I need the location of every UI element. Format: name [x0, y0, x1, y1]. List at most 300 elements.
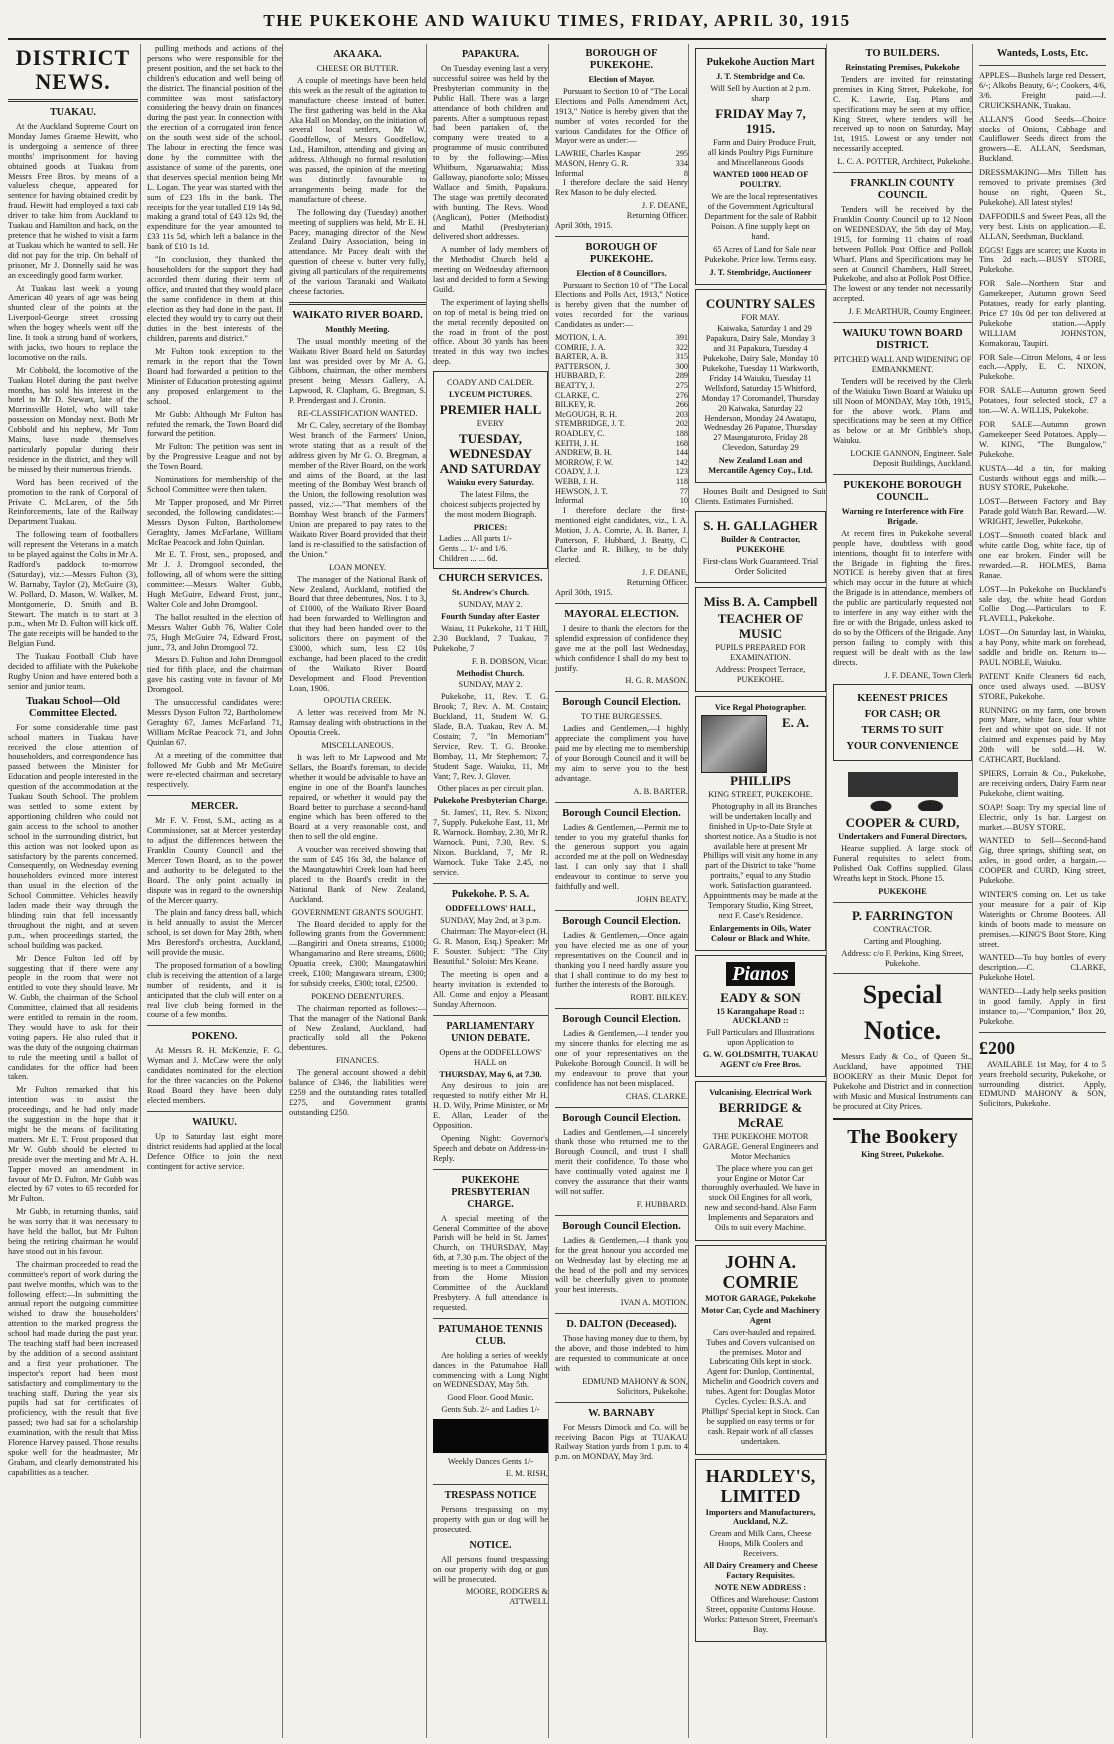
divider — [289, 302, 426, 305]
ad-line: Enlargements in Oils, Water Colour or Black and White. — [709, 923, 812, 943]
ad-line: COADY AND CALDER. — [447, 378, 534, 388]
county-council-heading: FRANKLIN COUNTY COUNCIL — [850, 178, 955, 202]
service-date: SUNDAY, MAY 2. — [458, 680, 523, 690]
notice-body: I desire to thank the electors for the splendid expression of confidence they gave me at the poll last Wednesday, which confidence I shall do my best to justify. — [555, 623, 688, 673]
ad-body: Cars over-hauled and repaired. Tubes and Covers vulcanised on the premises. Motor and Lubricating Oils kept in stock. Agent for: Dunlop, Continental, Michelin and Goodrich covers and tubes. Agent for: Douglas Motor Cycles. Cycles: B.S.A. and Phillips' Special kept in Stock. Can be supplied on easy terms or for cash. Repair work of all classes undertaken. — [701, 1327, 820, 1446]
table-row — [555, 391, 688, 401]
ad-body: Kaiwaka, Saturday 1 and 29 Papakura, Dairy Sale, Monday 3 and 31 Papakura, Tuesday 4 Pukekohe, Dairy Sale, Monday 10 Pukekohe, Tuesday 11 Warkworth, Friday 14 Waiuku, Tuesday 11 Wellsford, Saturday 15 Whitford, Monday 17 Coromandel, Thursday 20 Kaiwaka, Saturday 22 Henderson, Monday 24 Awatapu, Wednesday 26 Papatoe, Thursday 27 Maungaturoto, Friday 28 Clevedon, Saturday 29 — [701, 324, 820, 453]
article-paragraph: Mr Fulton: The petition was sent in by the Progressive League and not by the Town Board. — [147, 442, 282, 472]
country-sales-ad — [695, 289, 826, 484]
ad-line: Undertakers and Funeral Directors, — [838, 832, 967, 842]
council-thanks-heading: Borough Council Election. — [562, 697, 681, 709]
pianos-logo: Pianos — [726, 962, 795, 986]
vote-count: 322 — [675, 342, 688, 352]
table-row — [555, 400, 688, 410]
table-row — [555, 371, 688, 381]
signature: H. G. R. MASON. — [625, 676, 688, 686]
table-row — [555, 159, 688, 169]
table-row — [555, 429, 688, 439]
ad-line: THURSDAY, May 6, at 7.30. — [439, 1069, 542, 1079]
ad-title: TUESDAY, WEDNESDAY AND SATURDAY — [439, 430, 542, 476]
classified-item: FOR SALE—Autumn grown Gamekeeper Seed Potatoes. Apply—W. KING, "The Bungalow," Pukekohe. — [979, 420, 1106, 459]
article-paragraph: The unsuccessful candidates were: Messrs Dyson Fulton 72, Bartholomew Geraghty 67, James McFarland 71, William McRae Peacock 71, and John Quinlan 67. — [147, 698, 282, 747]
signature: IVAN A. MOTION. — [620, 1298, 688, 1308]
candidate-name: LAWRIE, Charles Kaspar — [555, 149, 641, 159]
masthead — [8, 4, 1106, 40]
article-paragraph: The chairman proceeded to read the committee's report of work during the past twelve months, which was to the following effect:—In submitting the annual report the outgoing committee wished to draw the householders' attention to the marked progress the school had made during the past year. The teaching staff had been increased by the addition of a second assistant and a first year probationer. The inspector's report had been most satisfactory and complimentary to the teaching staff. During the year six pupils had sat for certificates of proficiency, with the result that five passed; two had sat for a scholarship examination, with the result that Miss Florence Harvey passed. Those results spoke well for the headmaster, Mr Graham, and clearly demonstrated his capabilities as a teacher. — [8, 1259, 138, 1477]
notice-date: April 30th, 1915. — [555, 220, 613, 230]
classified-item: SPIERS, Lorrain & Co., Pukekohe, are receiving orders, Dairy Farm near Pukekohe, client waiting. — [979, 769, 1106, 798]
signature: A. B. BARTER. — [633, 786, 688, 796]
district-news-heading: DISTRICT NEWS. — [15, 45, 131, 94]
classified-item: WANTED—Lady help seeks position in good family. Apply in first instance to,—"Companion," Box 20, Pukekohe. — [979, 987, 1106, 1026]
classified-item: DRESSMAKING—Mrs Tillett has removed to private premises (3rd house on right, Queen St., Pukekohe). All latest styles! — [979, 168, 1106, 207]
ad-line: Motor Car, Cycle and Machinery Agent — [701, 1305, 820, 1325]
divider — [555, 1215, 688, 1216]
divider — [555, 236, 688, 237]
divider — [8, 99, 138, 102]
article-paragraph: The ballot resulted in the election of Messrs Walter Gubb 76, Walter Cole 75, Hugh McGuire 74, Edward Frost, junr., 73, and John Dromgool 72. — [147, 612, 282, 652]
article-paragraph: A number of lady members of the Methodist Church held a meeting on Wednesday afternoon last and decided to form a Sewing Guild. — [433, 245, 548, 294]
ad-line: PUPILS PREPARED FOR EXAMINATION. — [715, 643, 806, 663]
ad-line: Cream and Milk Cans, Cheese Hoops, Milk Coolers and Receivers. — [709, 1529, 812, 1559]
ad-line: ODDFELLOWS' HALL, — [445, 903, 536, 913]
church-heading: CHURCH SERVICES. — [438, 573, 543, 585]
vote-count: 10 — [679, 496, 688, 506]
article-paragraph: pulling methods and actions of the persons who were responsible for the present position, and the set back to the children's education and well being of the district. The financial position of the committee was most satisfactory considering the heavy drain on finances during the past year. In connection with the erection of a corrugated iron fence on the south west side of the school. The labour in erecting the fence was done by the committee with the assistance of some of the parents, one that deserves special mention being Mr L. Logan. The year was started with the sum of £23 18s in the bank. The receipts for the year totalled £19 14s 9d, making a grand total of £43 12s 9d, the expenditure for the year amounted to £33 11s 5d, which left a balance in the bank of £10 1s 1d. — [147, 44, 282, 252]
vote-count: 77 — [679, 486, 688, 496]
mayoral-election-heading: MAYORAL ELECTION. — [564, 608, 679, 620]
vote-count: 266 — [675, 400, 688, 410]
candidate-name: COMRIE, J. A. — [555, 342, 606, 352]
ad-body: Hearse supplied. A large stock of Funeral requisites to select from. Polished Oak Coffins supplied. Glass Wreaths kept in Stock. Phone 15. — [833, 844, 972, 884]
ad-line: Importers and Manufacturers, Auckland, N.Z. — [705, 1507, 816, 1527]
table-row — [555, 381, 688, 391]
article-paragraph: For some considerable time past school matters in Tuakau have received the close attention of householders, and correspondence has passed between the Minister for Education and people interested in the question of the accommodation at the Tuakau South School. The problem was settled to some extent by apportioning children who could not gain access to the school to another school in the surrounding district, but this action was not looked upon as satisfactory by the parents concerned. Consequently, on Wednesday evening householders evinced more interest than usual in the election of the School Committee. Vehicles heavily laden made their way through the blinding rain that fell incessantly throughout the night, and at seven p.m., when proceedings started, the school building was packed. — [8, 722, 138, 950]
article-paragraph: At Tuakau last week a young American 40 years of age was being shunted clear of the points at the Liverpool-George street crossing when the bogey wheels went off the line. It took a strong band of workers, with jacks, two hours to replace the locomotive on the rails. — [8, 283, 138, 362]
service-times: St. James', 11, Rev. S. Nixon; 7, Supply. Pukekohe East, 11, Mr R. Warnock. Bombay, 2.30, Mr R. Warnock. Puni, 7.30, Rev. S. Nixon. Buckland, 7, Mr R. Warnock. Tuke Take 2.45, no service. — [433, 808, 548, 877]
ad-line: YOUR CONVENIENCE — [846, 741, 959, 753]
ad-title: TEACHER OF MUSIC — [717, 611, 804, 642]
column-3 — [282, 44, 426, 1738]
town-board-subheading: PITCHED WALL AND WIDENING OF EMBANKMENT. — [833, 355, 972, 374]
signature: J. F. DEANE, Town Clerk — [884, 670, 972, 680]
ad-line: Opens at the ODDFELLOWS' HALL on — [439, 1047, 542, 1067]
notice-body: Ladies & Gentlemen,—Permit me to tender to you my grateful thanks for the generous support you again accorded me at the poll on Wednesday last. I can only say that I shall endeavour to continue to serve you faithfully and well. — [555, 822, 688, 892]
special-heading: Special — [862, 980, 943, 1010]
ad-body: Chairman: The Mayor-elect (H. G. R. Mason, Esq.) Speaker: Mr F. Souster. Subject: "The City Beautiful." Soloist: Mrs Keane. — [433, 927, 548, 967]
column-4 — [426, 44, 548, 1738]
divider — [979, 65, 1106, 66]
ad-line: PRICES: — [473, 522, 508, 532]
ad-line: Gents Sub. 2/- and Ladies 1/- — [441, 1405, 540, 1415]
table-row — [555, 487, 688, 497]
presby-charge-heading: PUKEKOHE PRESBYTERIAN CHARGE. — [451, 1174, 530, 1210]
ad-line: THE PUKEKOHE MOTOR GARAGE. General Engineers and Motor Mechanics — [702, 1131, 819, 1161]
divider — [833, 322, 972, 323]
signature-title: Returning Officer. — [626, 210, 688, 220]
aka-aka-heading: AKA AKA. — [333, 49, 382, 60]
ad-title: E. A. PHILLIPS — [730, 714, 810, 788]
divider — [833, 973, 972, 974]
keenest-prices-ad — [833, 684, 972, 761]
service-times: Waiau, 11 Pukekohe, 11 T Hill, 2.30 Buckland, 7 Tuakau, 7 Pukekohe, 7 — [433, 623, 548, 653]
vote-count: 118 — [676, 477, 688, 486]
vote-count: 300 — [675, 361, 688, 371]
river-board-heading: WAIKATO RIVER BOARD. — [292, 309, 423, 321]
ad-line: KEENEST PRICES — [857, 693, 948, 705]
article-paragraph: Up to Saturday last eight more district residents had applied at the local Defence Office to join the next contingent for active service. — [147, 1131, 282, 1171]
ad-line: J. T. Stembridge, Auctioneer — [709, 267, 812, 277]
ad-title: Miss B. A. Campbell — [703, 594, 818, 610]
vote-count: 295 — [675, 149, 688, 159]
ad-line: NOTE NEW ADDRESS : — [714, 1582, 807, 1592]
ad-line: G. W. GOLDSMITH, TUAKAU AGENT c/o Free Bros. — [702, 1050, 819, 1070]
table-row — [555, 419, 688, 429]
vote-count: 168 — [675, 438, 688, 448]
article-paragraph: On Tuesday evening last a very successful soiree was held by the Presbyterian community in the Public Hall. There was a large attendance of both children and parents. After a sumptuous repast had been partaken of, the company were treated to a programme of music contributed to by the following:—Miss Whitburn, Ngaruawahia; Miss Galloway, pianoforte solo; Misses Wallace and Smith, Papakura. The stage was prettily decorated with bunting. The Revs. Wood (Anglican), Potter (Methodist) and Mathil (Presbyterian) delivered short addresses. — [433, 64, 548, 242]
classified-item: FOR SALE—Autumn grown Seed Potatoes, four selected stock, £7 a ton.—W. A. WILLIS, Pukekohe. — [979, 386, 1106, 416]
vote-count: 144 — [675, 448, 688, 458]
table-row — [555, 458, 688, 468]
classified-item: DAFFODILS and Sweet Peas, all the very best. Lists on application.—E. ALLAN, Seedsman, Buckland. — [979, 211, 1106, 241]
article-paragraph: Mr Gubb, in returning thanks, said he was sorry that it was necessary to have held the ballot, but Mr Fulton being the retiring chairman he would have stood out in his favour. — [8, 1207, 138, 1256]
article-paragraph: The manager of the National Bank of New Zealand, Auckland, notified the Board that three debentures, Nos. 1 to 3, of £1000, of the Waikato River Board had been forwarded to Wellington and that they had been handed over to the solicitors there on payment of the £3000, which sum, less £2 10s exchange, had been placed to the credit of the Waikato River Board Development and Flood Prevention Loan, 1906. — [289, 574, 426, 693]
vote-count: 315 — [675, 352, 688, 362]
dalton-heading: D. DALTON (Deceased). — [566, 1319, 677, 1331]
notice-body: At recent fires in Pukekohe several people have, doubtless with good intentions, thought fit to interfere with the Brigade in fighting the fires. NOTICE is hereby given that at fires which may occur in the future at which the Brigade is in attendance, members of the public are particularly requested not to interfere in any way either with the fire or with the Brigade, unless asked to do so by the Officers of the Brigade. Any person failing to comply with this request will be dealt with as the law directs. — [833, 528, 972, 667]
table-row — [555, 343, 688, 353]
divider — [833, 902, 972, 903]
notice-body: Ladies & Gentlemen,—I tender you my sincere thanks for electing me as one of your representatives on the Pukekohe Borough Council. It will be my endeavour to prove that your confidence has not been misplaced. — [555, 1029, 688, 1088]
notice-salutation: TO THE BURGESSES. — [581, 712, 662, 722]
candidate-name: HUBBARD, F. — [555, 371, 606, 381]
hearse-illustration — [848, 765, 958, 811]
ad-line: FOR MAY. — [741, 312, 780, 322]
divider — [433, 883, 548, 884]
church-name: Pukekohe Presbyterian Charge. — [433, 796, 548, 806]
signature: MOORE, RODGERS & ATTWELL — [465, 1587, 548, 1607]
ad-line: MOTOR GARAGE, Pukekohe — [705, 1293, 816, 1303]
comrie-garage-ad — [695, 1245, 826, 1455]
bookery-title: The Bookery — [833, 1118, 972, 1148]
hardleys-ad — [695, 1459, 826, 1643]
classified-item: SOAP! Soap: Try my special line of Electric, only 1s bar. Largest on market.—BUSY STORE. — [979, 802, 1106, 832]
divider — [147, 1025, 282, 1026]
ad-line: All Dairy Creamery and Cheese Factory Requisites. — [703, 1561, 818, 1580]
vote-count: 8 — [683, 168, 688, 178]
divider — [979, 1032, 1106, 1033]
council-results-table — [555, 333, 688, 506]
builders-heading: TO BUILDERS. — [865, 48, 940, 59]
ad-body: Houses Built and Designed to Suit Clients. Estimates Furnished. — [695, 487, 826, 506]
ad-line: Vulcanising. Electrical Work — [709, 1088, 812, 1097]
council-thanks-heading: Borough Council Election. — [562, 915, 681, 927]
candidate-name: BARTER, A. B. — [555, 352, 608, 362]
notice-body: I therefore declare the first-mentioned eight candidates, viz., I. A. Motion, J. A. Comrie, A. B. Barter, J. Patterson, F. Hubbard, J. Beatty, C. Clarke and R. Bilkey, to be duly elected. — [555, 505, 688, 565]
notice-body: Pursuant to Section 10 of "The Local Elections and Polls Amendment Act, 1913," Notice is hereby given that the number of votes recorded for the various Candidates for the Office of Mayor were as under:— — [555, 86, 688, 146]
ad-body: The latest Films, the choicest subjects projected by the most modern Biograph. — [440, 489, 541, 519]
article-paragraph: Mr Tapper proposed, and Mr Pirret seconded, the following candidates:—Messrs Dyson Fulton, Bartholomew Geraghty, James McFarlane, William McRae Peacock and John Quinlan. — [147, 497, 282, 547]
price-line: Ladies ... All parts 1/- — [439, 534, 512, 544]
service-line: Other places as per circuit plan. — [437, 784, 544, 794]
divider — [555, 1008, 688, 1009]
candidate-name: BEATTY, J. — [555, 381, 595, 391]
classified-item: LOST—On Saturday last, in Waiuku, a bay Pony, white mark on forehead, saddle and bridle on. Return to—PAUL NOBLE, Waiuku. — [979, 628, 1106, 667]
section-heading: POKENO DEBENTURES. — [311, 991, 404, 1001]
article-paragraph: Mr Cobbold, the locomotive of the Tuakau Hotel during the past twelve months, has sold his interest in the hotel to Mr D. Stewart, late of the Morrinsville Hotel, who will take possession on Monday next. Both Mr Cobbold and his nephew, Mr Tom Mains, have made themselves particularly popular during their residence in the district, and they will be missed by their numerous friends. — [8, 365, 138, 474]
signature: F. HUBBARD. — [636, 1199, 688, 1209]
table-row — [555, 477, 688, 487]
table-row — [555, 448, 688, 458]
divider — [555, 603, 688, 604]
article-paragraph: Mr F. V. Frost, S.M., acting as a Commissioner, sat at Mercer yesterday to adjust the differences between the Franklin County Council and the Mercer Town Board, as to the power and authority to be delegated to the Board. The only point actually in dispute was in regard to the ownership of the Mercer quarry. — [147, 816, 282, 905]
article-paragraph: The Tuakau Football Club have decided to affiliate with the Pukekohe Rugby Union and have entered both a senior and junior team. — [8, 652, 138, 691]
classified-item: EGGS! Eggs are scarce; use Kuota in Tins 2d each.—BUSY STORE, Pukekohe. — [979, 245, 1106, 275]
notice-body: Ladies & Gentlemen,—I thank you for the great honour you accorded me on Wednesday last by electing me at the head of the poll and my services will be cheerfully given to promote your best interests. — [555, 1235, 688, 1295]
ad-title: PREMIER HALL — [439, 402, 542, 417]
ad-body: Farm and Dairy Produce Fruit, all kinds Poultry Pigs Furniture and Miscellaneous Goods — [707, 137, 817, 167]
column-6 — [688, 44, 826, 1738]
ad-body: The place where you can get your Engine or Motor Car thoroughly overhauled. We have in stock Oil Engines for all work, new and second-hand. Also Farm Implements and Separators and Oils to suit every Machine. — [701, 1163, 820, 1233]
candidate-name: WEBB, J. H. — [555, 477, 598, 486]
column-district-news — [8, 44, 138, 1738]
church-name: Methodist Church. — [456, 668, 525, 678]
article-paragraph: At the Auckland Supreme Court on Monday James Graeme Hewitt, who is undergoing a sentence of three months' imprisonment for having obtained goods at Tuakau from Messrs Free Bros. by means of a valueless cheque, appeared for sentence for having obtained credit by fraud. Hewitt had employed a taxi cab driver to take him from Auckland to Tuakau and Hamilton and back, on the pretence that he wished to visit a farm at Tuakau which he wanted to sell. He did not pay for the trip. On behalf of prisoner, Mr J. Donnelly said he was an exceedingly good farm worker. — [8, 122, 138, 280]
notice-body: Pursuant to Section 10 of "The Local Elections and Polls Act, 1913," Notice is hereby given that the number of votes recorded for the various Candidates as under:— — [555, 280, 688, 330]
article-paragraph: A letter was received from Mr N. Ramsay dealing with obstructions in the Opoutia Creek. — [289, 708, 426, 738]
article-paragraph: A voucher was received showing that the sum of £45 16s 3d, the balance of the Maungatawhiri Creek loan had been placed to the Board's credit in the National Bank of New Zealand, Auckland. — [289, 845, 426, 904]
divider — [433, 1169, 548, 1170]
signature: E. M. RISH, — [505, 1469, 548, 1479]
classified-item: APPLES—Bushels large red Dessert, 6/-; Alkobs Beauty, 6/-; Cookers, 4/6, 3/6. Freight paid.—J. CRUICKSHANK, Tuakau. — [979, 71, 1106, 110]
ad-body: Are holding a series of weekly dances in the Patumahoe Hall commencing with a Long Night on WEDNESDAY, May 5th. — [433, 1350, 548, 1390]
council-thanks-heading: Borough Council Election. — [562, 807, 681, 819]
mayor-election-subheading: Election of Mayor. — [588, 75, 655, 84]
builders-subheading: Reinstating Premises, Pukekohe — [845, 63, 960, 72]
signature: J. F. DEANE, — [641, 568, 688, 578]
signature: J. F. DEANE, — [641, 200, 688, 210]
auction-mart-ad — [695, 48, 826, 285]
notice-body: Ladies & Gentlemen,—Once again you have elected me as one of your representatives on the Council and in thanking you I need hardly assure you that I shall continue to do my best to further the interests of the Borough. — [555, 930, 688, 990]
mayor-election-heading: BOROUGH OF PUKEKOHE. — [585, 48, 658, 71]
signature: CHAS. CLARKE. — [625, 1091, 688, 1101]
classified-item: WINTER'S coming on. Let us take your measure for a pair of Kip Waterights or Chrome Bootees. All kinds of boots made to measure on premises.—KING'S Boot Store, King street. — [979, 889, 1106, 949]
price-line: Children ... ... 6d. — [439, 554, 498, 564]
article-paragraph: Mr E. T. Frost, sen., proposed, and Mr J. J. Dromgool seconded, the following, all of whom were the sitting committee:—Messrs Walter Gubb, Hugh McGuire, Edward Frost, junr., Walter Cole and John Dromgool. — [147, 550, 282, 609]
divider — [555, 802, 688, 803]
newspaper-title: THE PUKEKOHE AND WAIUKU TIMES, FRIDAY, APRIL 30, 1915 — [263, 11, 851, 30]
vote-count: 123 — [675, 467, 688, 477]
column-wanteds — [972, 44, 1106, 1738]
table-row — [555, 410, 688, 420]
ad-title: FRIDAY May 7, 1915. — [715, 105, 806, 136]
ad-line: FOR CASH; OR — [864, 709, 941, 721]
article-paragraph: Word has been received of the promotion to the rank of Corporal of Private C. McLaren, of the 5th Reinforcements, late of the Railway Department Tuakau. — [8, 477, 138, 527]
aka-aka-subheading: CHEESE OR BUTTER. — [316, 64, 399, 73]
notice-body: Ladies and Gentlemen,—I sincerely thank those who returned me to the Borough Council, and trust I shall merit their confidence. To those who have continually voted against me I convey the assurance that their wants will not suffer. — [555, 1127, 688, 1196]
mercer-heading: MERCER. — [191, 801, 238, 813]
redacted-block — [433, 1419, 548, 1453]
table-row — [555, 362, 688, 372]
vote-count: 334 — [675, 158, 688, 168]
ad-line: New Zealand Loan and Mercantile Agency Coy., Ltd. — [708, 456, 813, 476]
ad-title: P. FARRINGTON — [852, 907, 953, 923]
ad-body: Messrs Eady & Co., of Queen St., Auckland, have appointed THE BOOKERY as their Music Depot for Pukekohe and District and in connection with Music and Musical Instruments can be procured at City Prices. — [833, 1052, 972, 1111]
divider — [433, 1015, 548, 1016]
psa-heading: Pukekohe. P. S. A. — [451, 888, 530, 900]
table-row — [555, 496, 688, 506]
ad-title: BERRIDGE & McRAE — [718, 1099, 803, 1130]
notice-body: For Messrs Dimock and Co. will be receiving Bacon Pigs at TUAKAU Railway Station yards from 1 p.m. to 4 p.m. on MONDAY, May 3rd. — [555, 1422, 688, 1462]
table-row — [555, 333, 688, 343]
ad-title: JOHN A. COMRIE — [722, 1251, 799, 1292]
candidate-name: ROADLEY, C. — [555, 429, 605, 439]
divider — [555, 1107, 688, 1108]
divider — [433, 1318, 548, 1319]
council-thanks-heading: Borough Council Election. — [562, 1014, 681, 1026]
borough-council-heading: PUKEKOHE BOROUGH COUNCIL. — [843, 480, 962, 503]
section-heading: FINANCES. — [335, 1056, 380, 1066]
section-heading: LOAN MONEY. — [328, 562, 387, 572]
article-paragraph: Mr Gubb: Although Mr Fulton has refuted the remark, the Town Board did forward the petition. — [147, 409, 282, 439]
barnaby-heading: W. BARNABY — [588, 1407, 655, 1419]
ad-line: Address: Prospect Terrace, PUKEKOHE. — [715, 665, 806, 685]
vote-count: 202 — [675, 419, 688, 429]
candidate-name: STEMBRIDGE, J. T. — [555, 419, 625, 429]
article-paragraph: The following day (Tuesday) another meeting of suppliers was held, Mr E. H. Pacey, managing director of the New Zealand Dairy Association, being in attendance. Mr Pacey dealt with the question of cheese v. butter very fully, giving all particulars of the requirements of the various Taranaki and Waikato cheese factories. — [289, 207, 426, 296]
borough-council-subheading: Warning re Interference with Fire Brigade. — [841, 507, 964, 526]
vote-count: 203 — [675, 409, 688, 419]
vote-count: 142 — [675, 457, 688, 467]
ad-line: EVERY — [476, 419, 505, 428]
signature-title: Returning Officer. — [626, 578, 688, 588]
article-paragraph: The proposed formation of a bowling club is receiving the attention of a large number of residents, and it is anticipated that the club will enter on a real live club being formed in the course of a few months. — [147, 960, 282, 1020]
divider — [833, 172, 972, 173]
river-board-subheading: Monthly Meeting. — [325, 324, 390, 334]
column-5 — [548, 44, 688, 1738]
article-paragraph: Mr Fulton took exception to the remark in the report that the Town Board had forwarded a petition to the Minister of Education protesting against any proposed enlargement to the school. — [147, 347, 282, 406]
wanteds-heading: Wanteds, Losts, Etc. — [996, 48, 1089, 59]
ad-line: PUKEKOHE — [878, 886, 927, 896]
ad-line: King Street, Pukekohe. — [861, 1149, 944, 1159]
tennis-heading: PATUMAHOE TENNIS CLUB. — [438, 1323, 543, 1347]
signature: JOHN BEATY. — [636, 894, 688, 904]
article-paragraph: The experiment of laying shells on top of metal is being tried on the metal recently deposited on the road in front of the post office. About 30 yards has been treated in this way two inches deep. — [433, 297, 548, 367]
notice-body: Ladies and Gentlemen,—I highly appreciate the compliment you have paid me by electing me to membership of your Borough Council and it will be my aim to serve you to the best advantage. — [555, 724, 688, 783]
article-paragraph: Mr Dence Fulton led off by suggesting that if there were any people in the room that were not entitled to vote they should leave. Mr W. Gubb, the chairman of the School Committee, claimed that all residents were entitled to remain in the room. They would have to ask for their voting papers. He also ruled that it was the duty of the outgoing chairman to rule the meeting until a ballot of candidates for the office had been taken. — [8, 953, 138, 1082]
service-line: Fourth Sunday after Easter — [441, 611, 540, 621]
berridge-mcrae-ad — [695, 1081, 826, 1241]
ad-line: TERMS TO SUIT — [861, 725, 944, 737]
table-row — [555, 439, 688, 449]
candidate-name: COADY, J. J. — [555, 467, 600, 477]
ad-body: Any desirous to join are requested to notify either Mr H. H. D. Wily, Prime Minister, or Mr E. Allan, Leader of the Opposition. — [433, 1081, 548, 1131]
ad-line: SUNDAY, May 2nd, at 3 p.m. — [440, 915, 541, 925]
ad-line: Address: c/o F. Perkins, King Street, Pukekohe. — [841, 948, 964, 968]
ad-line: CONTRACTOR. — [873, 924, 932, 934]
ad-body: AVAILABLE 1st May, for 4 to 5 years freehold security, Pukekohe, or surrounding district. Apply, EDMUND MAHONY & SON, Solicitors, Pukekohe. — [979, 1059, 1106, 1109]
ad-title: Pukekohe Auction Mart — [706, 57, 815, 68]
classified-item: LOST—In Pukekohe on Buckland's sale day, the white head Gordon Collie Dog.—Particulars to F. FLAVELL, Pukekohe. — [979, 584, 1106, 624]
classified-item: LOST—Between Factory and Bay Parade gold Watch Bar. Reward.—W. WRIGHT, Jeweller, Pukekohe. — [979, 497, 1106, 527]
candidate-name: MORROW, F. W. — [555, 457, 613, 467]
divider — [555, 691, 688, 692]
section-heading: MISCELLANEOUS. — [321, 741, 394, 751]
notice-big-heading: Notice. — [863, 1016, 942, 1046]
eady-pianos-ad — [695, 955, 826, 1077]
notice-body: Tenders are invited for reinstating premises in King Street, Pukekohe, for C. K. Lawrie, Esq. Plans and specifications may be seen at my office, King Street, where tenders will be received up to noon on Saturday, May 1st, 1915. Lowest or any tender not necessarily accepted. — [833, 74, 972, 154]
divider — [147, 795, 282, 796]
vote-count: 289 — [675, 371, 688, 381]
section-heading: GOVERNMENT GRANTS SOUGHT. — [291, 907, 424, 917]
vote-count: 391 — [675, 333, 688, 343]
signature: LOCKIE GANNON, Engineer. Sale Deposit Buildings, Auckland. — [850, 449, 972, 469]
vote-count: 188 — [675, 429, 688, 439]
candidate-name: Informal — [555, 496, 584, 506]
ad-line: Builder & Contractor, PUKEKOHE — [720, 534, 801, 554]
trespass-heading: TRESPASS NOTICE — [444, 1489, 537, 1501]
council-thanks-heading: Borough Council Election. — [562, 1220, 681, 1232]
table-row — [555, 149, 688, 159]
school-heading: Tuakau School—Old Committee Elected. — [26, 695, 120, 719]
debate-heading: PARLIAMENTARY UNION DEBATE. — [446, 1020, 535, 1044]
service-date: SUNDAY, MAY 2. — [458, 600, 523, 610]
phillips-photographer-ad — [695, 696, 826, 951]
papakura-heading: PAPAKURA. — [461, 49, 520, 60]
ad-line: Will Sell by Auction at 2 p.m. sharp — [710, 83, 811, 103]
candidate-name: KEITH, J. H. — [555, 438, 599, 448]
vote-count: 276 — [675, 390, 688, 400]
article-paragraph: At Messrs R. H. McKenzie, F. G. Wyman and J. McCaw were the only candidates nominated for the election for the three vacancies on the Pokeno Road Board they have been duly elected members. — [147, 1046, 282, 1105]
ad-line: Full Particulars and Illustrations upon Application to — [706, 1028, 815, 1048]
classified-item: WANTED—To buy bottles of every description.—C. CLARKE, Pukekohe Hotel. — [979, 953, 1106, 983]
price-line: Gents ... 1/- and 1/6. — [439, 544, 508, 554]
ad-title: S. H. GALLAGHER — [703, 517, 818, 533]
council-thanks-heading: Borough Council Election. — [562, 1112, 681, 1124]
ad-body: All persons found trespassing on our property with dog or gun will be prosecuted. — [433, 1554, 548, 1584]
ad-line: KING STREET, PUKEKOHE. — [708, 789, 813, 799]
column-2 — [140, 44, 282, 1738]
classified-item: ALLAN'S Good Seeds—Choice stocks of Onions, Cabbage and Cauliflower Seeds direct from the growers—E. ALLAN, Seedsman, Buckland. — [979, 114, 1106, 164]
ad-line: WANTED 1000 HEAD OF POULTRY. — [712, 170, 809, 190]
notice-date: April 30th, 1915. — [555, 588, 613, 598]
candidate-name: McGOUGH, R. H. — [555, 409, 618, 419]
loan-amount: £200 — [979, 1037, 1015, 1058]
town-board-heading: WAIUKU TOWN BOARD DISTRICT. — [842, 328, 963, 352]
candidate-name: PATTERSON, J. — [555, 361, 610, 371]
ad-body: Photography in all its Branches will be undertaken locally and finished in Up-to-Date Style at shortest notice. As a Studio is not available here at present Mr Phillips will visit any home in any part of the District to take "home portraits," equal to any Studio work. Satisfaction guaranteed. Appointments may be made at the Temporary Studio, King Street, next F. Case's Residence. — [703, 801, 818, 920]
article-paragraph: Messrs D. Fulton and John Dromgool tied for fifth place, and the chairman gave his casting vote in favour of Mr Dromgool. — [147, 655, 282, 695]
ad-body: A special meeting of the General Committee of the above Parish will be held in St. James' Church, on THURSDAY, May 6th, at 7.30 p.m. The object of the meeting is to meet a Commission from the Home Mission Committee of the Auckland Presbytery. A full attendance is requested. — [433, 1213, 548, 1312]
ad-line: Good Floor. Good Music. — [447, 1393, 534, 1403]
article-paragraph: The general account showed a debit balance of £346, the liabilities were £259 and the outstanding rates totalled £275, and Government grants outstanding £250. — [289, 1068, 426, 1117]
council-election-heading: BOROUGH OF PUKEKOHE. — [585, 241, 658, 265]
ad-line: Weekly Dances Gents 1/- — [447, 1457, 534, 1467]
ad-title: COOPER & CURD, — [845, 815, 960, 831]
ad-line: First-class Work Guaranteed. Trial Order Solicited — [702, 556, 819, 576]
article-paragraph: Mr C. Caley, secretary of the Bombay West branch of the Farmers' Union, wrote stating that as a result of the address given by Mr G. O. Bregman, a member of the River Board, on the work and aims of the Board, at the last meeting of the Bombay West branch of the Union, the following resolution was passed, viz.:—"That members of the Bombay West branch of the Farmers' Union are prepared to pay rates to the Waikato River Board provided that their land is re-classified to the satisfaction of the Union." — [289, 421, 426, 559]
ad-body: Offices and Warehouse: Custom Street, opposite Customs House. Works: Patteson Street, Freeman's Bay. — [703, 1594, 819, 1634]
music-teacher-ad — [695, 587, 826, 692]
table-row — [555, 467, 688, 477]
signature: EDMUND MAHONY & SON, Solicitors, Pukekohe. — [582, 1376, 688, 1396]
article-paragraph: Nominations for membership of the School Committee were then taken. — [147, 475, 282, 494]
article-paragraph: Mr Fulton remarked that his intention was to assist the proceedings, and he had only made the suggestion in the hope that it might be the means of facilitating matters. Mr E. T. Frost proposed that Mr W. Gubb should be elected to preside over the meeting and Mr A. H. Tapper moved an amendment in favour of Mr D. Fulton. Mr Gubb was elected by 67 votes to 65 recorded for Mr Fulton. — [8, 1085, 138, 1204]
article-paragraph: A couple of meetings have been held this week as the result of the agitation to manufacture cheese instead of butter. The first gathering was held in the Aka Aka Hall on Monday, on the initiation of several local settlers, Mr W. Goodfellow, of Messrs Goodfellow, Ltd., Hamilton, attending and giving an address. Although no formal resolution was passed, the opinion of the meeting was distinctly favourable to arrangements being made for the manufacture of cheese. — [289, 75, 426, 204]
article-paragraph: The usual monthly meeting of the Waikato River Board held on Saturday last was presided over by Mr A. G. Gibbons, chairman, the other members present being Messrs Gallery, A. Lapwood, R. Clapham, G. Bregman, S. P. Prendergast and J. Cronin. — [289, 336, 426, 406]
classified-item: FOR Sale—Citron Melons, 4 or less each.—Apply, E. C. NIXON, Pukekohe. — [979, 352, 1106, 382]
